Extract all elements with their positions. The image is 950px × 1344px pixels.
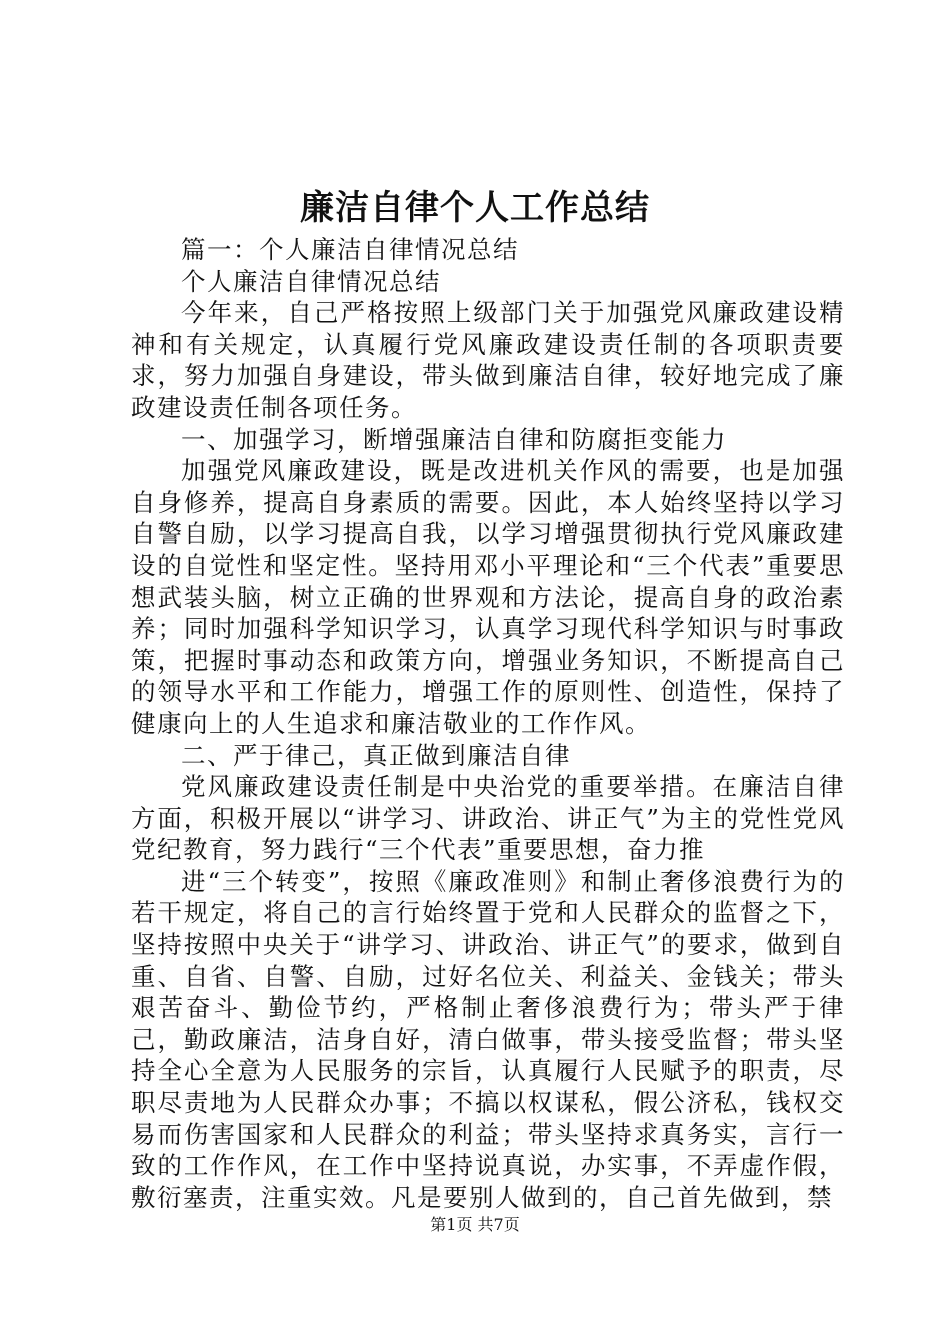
paragraph: 今年来，自己严格按照上级部门关于加强党风廉政建设精神和有关规定，认真履行党风廉政建设责任制的各项职责要求，努力加强自身建设，带头做到廉洁自律，较好地完成了廉政建设责任制各项任务。 — [131, 298, 845, 422]
paragraph: 进“三个转变”，按照《廉政准则》和制止奢侈浪费行为的若干规定，将自己的言行始终置于党和人民群众的监督之下，坚持按照中央关于“讲学习、讲政治、讲正气”的要求，做到自重、自省、自警、自励，过好名位关、利益关、金钱关；带头艰苦奋斗、勤俭节约，严格制止奢侈浪费行为；带头严于律己，勤政廉洁，洁身自好，清白做事，带头接受监督；带头坚持全心全意为人民服务的宗旨，认真履行人民赋予的职责，尽职尽责地为人民群众办事；不搞以权谋私，假公济私，钱权交易而伤害国家和人民群众的利益；带头坚持求真务实，言行一致的工作作风，在工作中坚持说真说，办实事，不弄虚作假，敷衍塞责，注重实效。凡是要别人做到的，自己首先做到，禁 — [131, 866, 845, 1212]
paragraph: 党风廉政建设责任制是中央治党的重要举措。在廉洁自律方面，积极开展以“讲学习、讲政治、讲正气”为主的党性党风党纪教育，努力践行“三个代表”重要思想，奋力推 — [131, 772, 845, 865]
document-body — [131, 234, 845, 1213]
subtitle: 个人廉洁自律情况总结 — [181, 266, 441, 296]
document-title: 廉洁自律个人工作总结 — [300, 188, 650, 228]
section-heading: 一、加强学习，断增强廉洁自律和防腐拒变能力 — [181, 424, 727, 454]
page-number: 第1页 共7页 — [430, 1215, 520, 1234]
section-heading: 二、严于律己，真正做到廉洁自律 — [181, 740, 571, 770]
section-heading: 篇一：个人廉洁自律情况总结 — [181, 235, 519, 264]
paragraph: 加强党风廉政建设，既是改进机关作风的需要，也是加强自身修养，提高自身素质的需要。因此，本人始终坚持以学习自警自励，以学习提高自我，以学习增强贯彻执行党风廉政建设的自觉性和坚定性。坚持用邓小平理论和“三个代表”重要思想武装头脑，树立正确的世界观和方法论，提高自身的政治素养；同时加强科学知识学习，认真学习现代科学知识与时事政策，把握时事动态和政策方向，增强业务知识，不断提高自己的领导水平和工作能力，增强工作的原则性、创造性，保持了健康向上的人生追求和廉洁敬业的工作作风。 — [131, 456, 845, 738]
